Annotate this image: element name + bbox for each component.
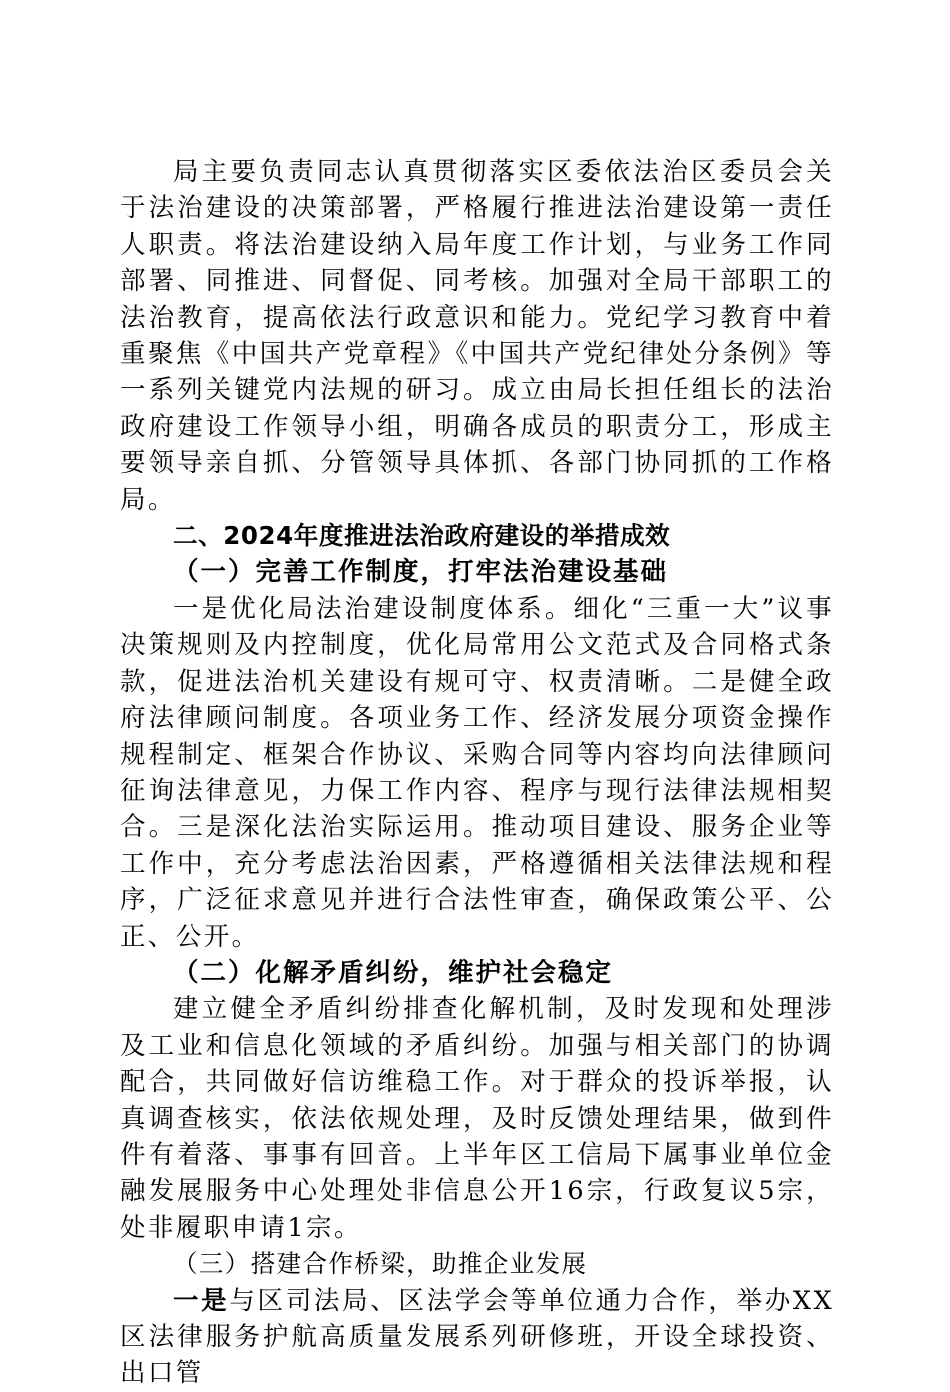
paragraph-section-3-text: 与区司法局、区法学会等单位通力合作，举办XX区法律服务护航高质量发展系列研修班，开设全球投资、出口管 [120,1285,834,1389]
paragraph-section-1: 一是优化局法治建设制度体系。细化“三重一大”议事决策规则及内控制度，优化局常用公文范式及合同格式条款，促进法治机关建设有规可守、权责清晰。二是健全政府法律顾问制度。各项业务工作、经济发展分项资金操作规程制定、框架合作协议、采购合同等内容均向法律顾问征询法律意见，力保工作内容、程序与现行法律法规相契合。三是深化法治实际运用。推动项目建设、服务企业等工作中，充分考虑法治因素，严格遵循相关法律法规和程序，广泛征求意见并进行合法性审查，确保政策公平、公正、公开。 [120,593,834,952]
subsection-title-2: （二）化解矛盾纠纷，维护社会稳定 [173,957,614,988]
document-body [120,154,834,1392]
paragraph-section-2: 建立健全矛盾纠纷排查化解机制，及时发现和处理涉及工业和信息化领域的矛盾纠纷。加强与相关部门的协调配合，共同做好信访维稳工作。对于群众的投诉举报，认真调查核实，依法依规处理，及时反馈处理结果，做到件件有着落、事事有回音。上半年区工信局下属事业单位金融发展服务中心处理处非信息公开16宗，行政复议5宗，处非履职申请1宗。 [120,994,834,1243]
subsection-title-1: （一）完善工作制度，打牢法治建设基础 [173,557,669,588]
paragraph-section-3 [120,1283,834,1392]
section-heading: 二、2024年度推进法治政府建设的举措成效 [173,521,671,551]
subsection-title-3: （三）搭建合作桥梁，助推企业发展 [173,1249,588,1279]
paragraph-intro: 局主要负责同志认真贯彻落实区委依法治区委员会关于法治建设的决策部署，严格履行推进法治建设第一责任人职责。将法治建设纳入局年度工作计划，与业务工作同部署、同推进、同督促、同考核。加强对全局干部职工的法治教育，提高依法行政意识和能力。党纪学习教育中着重聚焦《中国共产党章程》《中国共产党纪律处分条例》等一系列关键党内法规的研习。成立由局长担任组长的法治政府建设工作领导小组，明确各成员的职责分工，形成主要领导亲自抓、分管领导具体抓、各部门协同抓的工作格局。 [120,157,834,515]
paragraph-lead-emphasis: 一是 [173,1285,230,1316]
